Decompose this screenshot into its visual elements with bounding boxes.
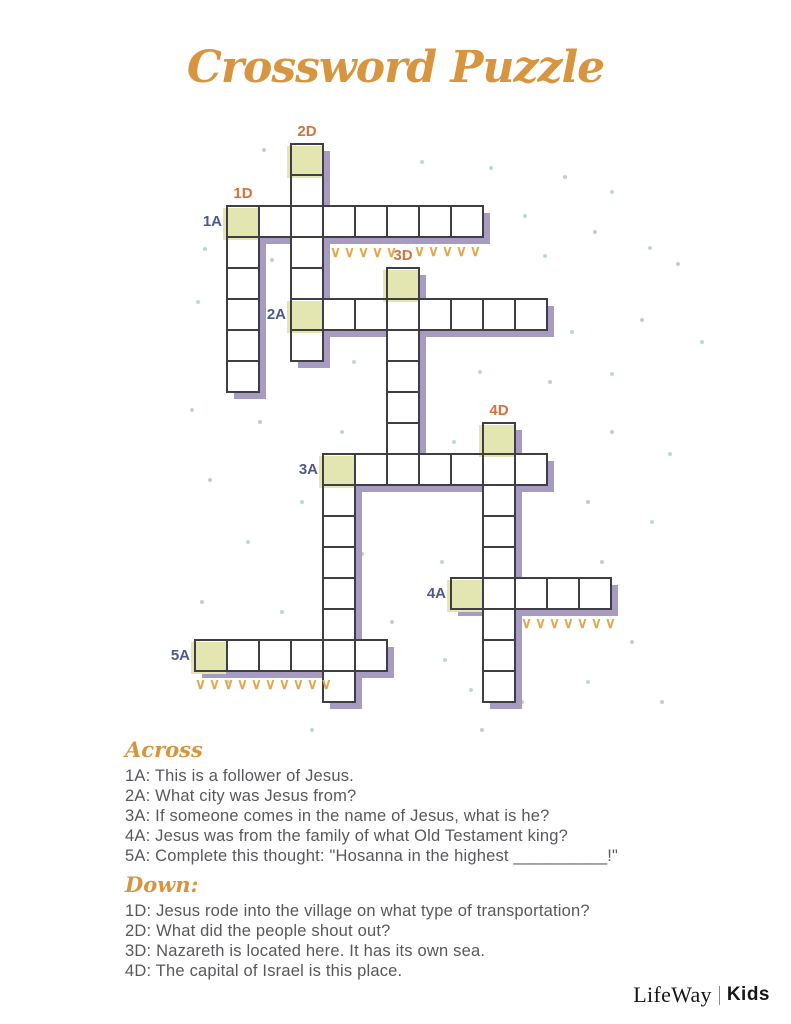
checkmark-row: ∨∨∨∨∨ [330,244,400,261]
clue-line-5a: 5A: Complete this thought: "Hosanna in the highest __________!" [125,847,619,865]
clue-text: What did the people shout out? [156,922,391,940]
down-clue-list [125,901,685,981]
clue-number: 1A [125,767,146,785]
run-label-4d: 4D [489,402,509,419]
footer-divider-bar [719,986,720,1005]
clue-text: Nazareth is located here. It has its own sea. [156,942,486,960]
clue-text: The capital of Israel is this place. [155,962,403,980]
clue-line-4d: 4D: The capital of Israel is this place. [125,962,403,980]
across-clue-list [125,766,685,866]
clue-text: Jesus rode into the village on what type of transportation? [156,902,590,920]
run-label-1d: 1D [233,185,253,202]
clues-section [125,738,685,981]
brand-footer [633,982,770,1008]
clue-line-3a: 3A: If someone comes in the name of Jesus, what is he? [125,807,550,825]
clue-number: 3A [125,807,146,825]
clue-number: 4D [125,962,147,980]
clue-number: 4A [125,827,146,845]
clue-number: 1D [125,902,147,920]
clue-text: Complete this thought: "Hosanna in the highest __________!" [155,847,619,865]
lifeway-logo: LifeWay [633,982,712,1007]
kids-logo: Kids [726,984,770,1005]
checkmark-row: ∨∨∨∨∨ [414,243,484,260]
across-header: Across [125,737,203,762]
clue-line-3d: 3D: Nazareth is located here. It has its own sea. [125,942,486,960]
clue-number: 2A [125,787,146,805]
clue-text: What city was Jesus from? [155,787,357,805]
down-header: Down: [125,872,199,897]
clue-line-2a: 2A: What city was Jesus from? [125,787,357,805]
page-title: Crossword Puzzle [186,42,605,93]
clue-number: 5A [125,847,146,865]
clue-line-2d: 2D: What did the people shout out? [125,922,391,940]
checkmark-row: ∨∨∨∨∨∨∨∨∨∨ [195,676,335,693]
clue-number: 2D [125,922,147,940]
clue-line-1d: 1D: Jesus rode into the village on what type of transportation? [125,902,590,920]
clue-text: Jesus was from the family of what Old Testament king? [155,827,569,845]
run-label-3a: 3A [298,460,318,478]
clue-text: If someone comes in the name of Jesus, what is he? [155,807,550,825]
run-label-4a: 4A [426,584,446,602]
checkmark-row: ∨∨∨∨∨∨∨ [521,615,619,632]
clue-line-4a: 4A: Jesus was from the family of what Old Testament king? [125,827,569,845]
clue-number: 3D [125,942,147,960]
run-label-1a: 1A [202,212,222,230]
run-label-2d: 2D [297,123,317,140]
run-label-5a: 5A [170,646,190,664]
clue-line-1a: 1A: This is a follower of Jesus. [125,767,354,785]
run-label-2a: 2A [266,305,286,323]
clue-text: This is a follower of Jesus. [154,767,354,785]
run-label-3d: 3D [393,247,413,264]
